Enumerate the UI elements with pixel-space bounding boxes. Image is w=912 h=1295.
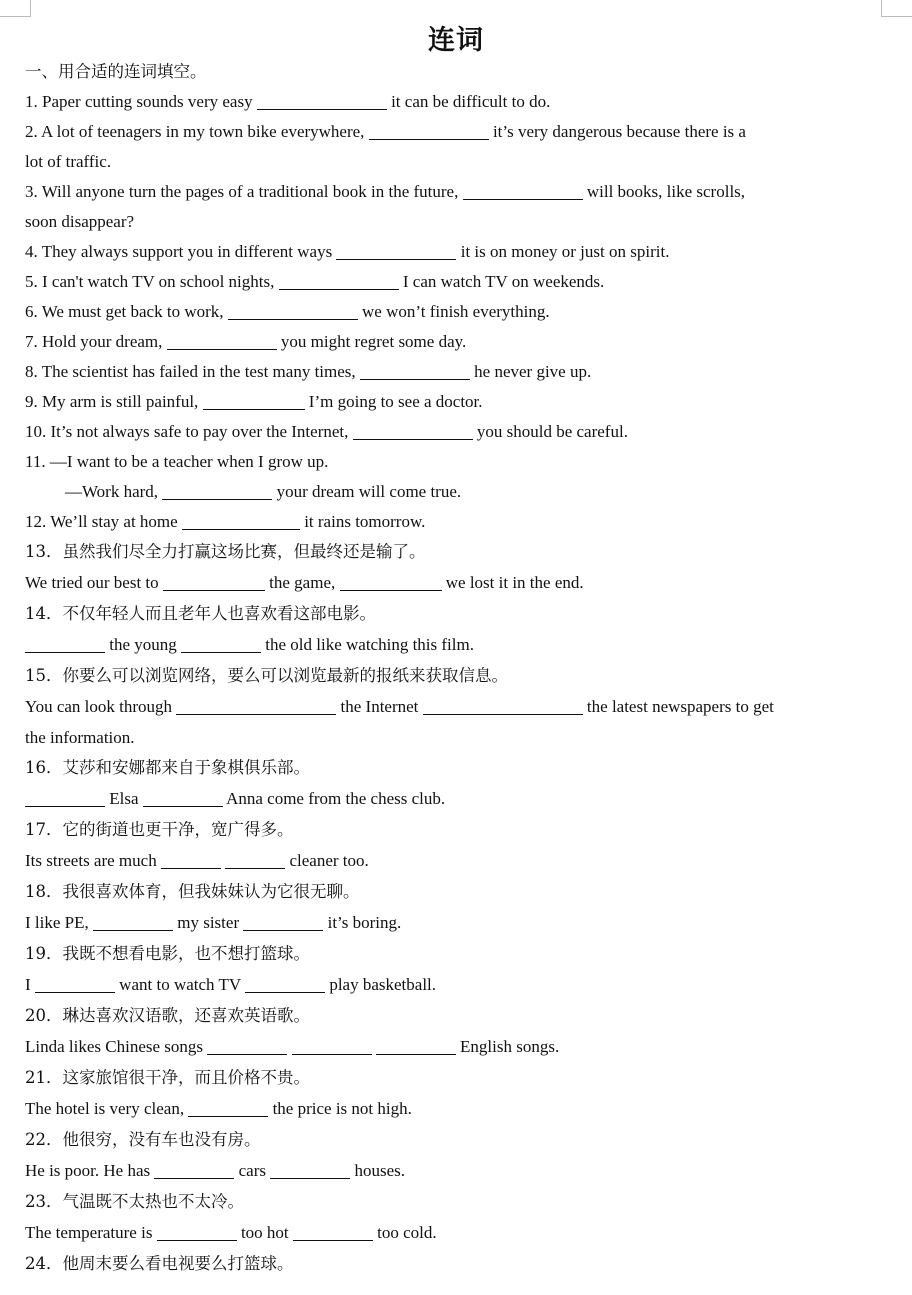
question-21 [25, 1093, 883, 1125]
q4-text-a: 4. They always support you in different ways [25, 242, 333, 261]
q11-blank[interactable] [162, 481, 272, 500]
question-4 [25, 237, 883, 267]
q3-blank[interactable] [463, 181, 583, 200]
q22-blank-1[interactable] [154, 1160, 234, 1179]
q3-text-b: will books, like scrolls, [586, 182, 746, 201]
q15-text-a: You can look through [25, 697, 173, 716]
q7-blank[interactable] [167, 331, 277, 350]
q21-text-a: The hotel is very clean, [25, 1099, 185, 1118]
question-9 [25, 387, 883, 417]
q2-blank[interactable] [369, 121, 489, 140]
q18-text-c: it’s boring. [327, 913, 402, 932]
q18-text-b: my sister [177, 913, 240, 932]
question-19-prompt: 19．我既不想看电影，也不想打篮球。 [25, 944, 310, 963]
q23-text-b: too hot [240, 1223, 289, 1242]
q20-text-b: English songs. [460, 1037, 560, 1056]
q17-text-b: cleaner too. [289, 851, 369, 870]
q17-blank-1[interactable] [161, 850, 221, 869]
question-2-continued: lot of traffic. [25, 152, 112, 171]
q4-blank[interactable] [336, 241, 456, 260]
q19-text-b: want to watch TV [119, 975, 241, 994]
q23-blank-2[interactable] [293, 1222, 373, 1241]
q8-text-b: he never give up. [474, 362, 592, 381]
question-24-prompt: 24．他周末要么看电视要么打篮球。 [25, 1254, 294, 1273]
page-corner-mark-left [0, 0, 31, 17]
q5-blank[interactable] [279, 271, 399, 290]
q19-blank-1[interactable] [35, 974, 115, 993]
q14-blank-1[interactable] [25, 634, 105, 653]
q1-blank[interactable] [257, 91, 387, 110]
question-18 [25, 907, 883, 939]
q23-blank-1[interactable] [157, 1222, 237, 1241]
q12-text-a: 12. We’ll stay at home [25, 512, 178, 531]
question-22 [25, 1155, 883, 1187]
question-13 [25, 567, 883, 599]
question-3 [25, 177, 883, 207]
question-15-prompt: 15．你要么可以浏览网络，要么可以浏览最新的报纸来获取信息。 [25, 666, 508, 685]
question-11: 11. —I want to be a teacher when I grow up. [25, 452, 329, 471]
question-1 [25, 87, 883, 117]
question-15-continued: the information. [25, 728, 135, 747]
q12-blank[interactable] [182, 511, 300, 530]
question-11-reply [25, 477, 883, 507]
q16-blank-2[interactable] [143, 788, 223, 807]
question-21-prompt: 21．这家旅馆很干净，而且价格不贵。 [25, 1068, 310, 1087]
q6-text-b: we won’t finish everything. [362, 302, 550, 321]
worksheet-body [25, 57, 883, 1279]
q14-text-a: the young [109, 635, 177, 654]
question-20-prompt: 20．琳达喜欢汉语歌，还喜欢英语歌。 [25, 1006, 310, 1025]
question-13-prompt: 13．虽然我们尽全力打赢这场比赛，但最终还是输了。 [25, 542, 426, 561]
q8-text-a: 8. The scientist has failed in the test many times, [25, 362, 356, 381]
q22-text-a: He is poor. He has [25, 1161, 151, 1180]
q6-text-a: 6. We must get back to work, [25, 302, 224, 321]
q5-text-b: I can watch TV on weekends. [402, 272, 605, 291]
q9-blank[interactable] [203, 391, 305, 410]
q20-blank-3[interactable] [376, 1036, 456, 1055]
question-19 [25, 969, 883, 1001]
q17-text-a: Its streets are much [25, 851, 157, 870]
q9-text-b: I’m going to see a doctor. [308, 392, 483, 411]
question-10 [25, 417, 883, 447]
question-17-prompt: 17．它的街道也更干净，宽广得多。 [25, 820, 294, 839]
q19-blank-2[interactable] [245, 974, 325, 993]
question-3-continued: soon disappear? [25, 212, 135, 231]
q14-blank-2[interactable] [181, 634, 261, 653]
q13-blank-2[interactable] [340, 572, 442, 591]
q20-blank-1[interactable] [207, 1036, 287, 1055]
question-17 [25, 845, 883, 877]
question-18-prompt: 18．我很喜欢体育，但我妹妹认为它很无聊。 [25, 882, 360, 901]
q13-text-b: the game, [269, 573, 336, 592]
question-14-prompt: 14．不仅年轻人而且老年人也喜欢看这部电影。 [25, 604, 376, 623]
q13-blank-1[interactable] [163, 572, 265, 591]
q10-text-a: 10. It’s not always safe to pay over the Internet, [25, 422, 349, 441]
q19-text-c: play basketball. [329, 975, 437, 994]
q21-blank[interactable] [188, 1098, 268, 1117]
q3-text-a: 3. Will anyone turn the pages of a traditional book in the future, [25, 182, 459, 201]
q8-blank[interactable] [360, 361, 470, 380]
question-16 [25, 783, 883, 815]
q23-text-a: The temperature is [25, 1223, 153, 1242]
q22-text-b: cars [238, 1161, 266, 1180]
q15-text-c: the latest newspapers to get [586, 697, 774, 716]
q18-blank-1[interactable] [93, 912, 173, 931]
question-5 [25, 267, 883, 297]
q2-text-b: it’s very dangerous because there is a [492, 122, 746, 141]
q15-blank-1[interactable] [176, 696, 336, 715]
q21-text-b: the price is not high. [272, 1099, 412, 1118]
q9-text-a: 9. My arm is still painful, [25, 392, 199, 411]
page-corner-mark-right [881, 0, 912, 17]
question-7 [25, 327, 883, 357]
q11-text-c: your dream will come true. [276, 482, 462, 501]
q16-text-b: Anna come from the chess club. [226, 789, 446, 808]
question-23-prompt: 23．气温既不太热也不太冷。 [25, 1192, 244, 1211]
q4-text-b: it is on money or just on spirit. [460, 242, 670, 261]
q16-text-a: Elsa [109, 789, 139, 808]
question-16-prompt: 16．艾莎和安娜都来自于象棋俱乐部。 [25, 758, 310, 777]
question-2 [25, 117, 883, 147]
question-23 [25, 1217, 883, 1249]
q12-text-b: it rains tomorrow. [304, 512, 426, 531]
q20-text-a: Linda likes Chinese songs [25, 1037, 204, 1056]
q1-text-a: 1. Paper cutting sounds very easy [25, 92, 253, 111]
page-title: 连词 [428, 25, 484, 56]
q14-text-b: the old like watching this film. [265, 635, 474, 654]
q10-blank[interactable] [353, 421, 473, 440]
q11-text-b: —Work hard, [65, 482, 159, 501]
q10-text-b: you should be careful. [476, 422, 628, 441]
q17-blank-2[interactable] [225, 850, 285, 869]
q15-text-b: the Internet [340, 697, 419, 716]
q16-blank-1[interactable] [25, 788, 105, 807]
question-12 [25, 507, 883, 537]
q5-text-a: 5. I can't watch TV on school nights, [25, 272, 275, 291]
question-15 [25, 691, 883, 723]
question-14 [25, 629, 883, 661]
q22-blank-2[interactable] [270, 1160, 350, 1179]
q7-text-a: 7. Hold your dream, [25, 332, 163, 351]
q1-text-b: it can be difficult to do. [391, 92, 551, 111]
question-20 [25, 1031, 883, 1063]
q13-text-a: We tried our best to [25, 573, 159, 592]
q20-blank-2[interactable] [292, 1036, 372, 1055]
q6-blank[interactable] [228, 301, 358, 320]
q18-blank-2[interactable] [243, 912, 323, 931]
q22-text-c: houses. [354, 1161, 406, 1180]
section-heading: 一、用合适的连词填空。 [25, 62, 207, 81]
question-22-prompt: 22．他很穷，没有车也没有房。 [25, 1130, 261, 1149]
q7-text-b: you might regret some day. [280, 332, 467, 351]
q15-blank-2[interactable] [423, 696, 583, 715]
q19-text-a: I [25, 975, 31, 994]
question-6 [25, 297, 883, 327]
question-8 [25, 357, 883, 387]
q2-text-a: 2. A lot of teenagers in my town bike everywhere, [25, 122, 365, 141]
q23-text-c: too cold. [377, 1223, 437, 1242]
q13-text-c: we lost it in the end. [445, 573, 584, 592]
q18-text-a: I like PE, [25, 913, 89, 932]
